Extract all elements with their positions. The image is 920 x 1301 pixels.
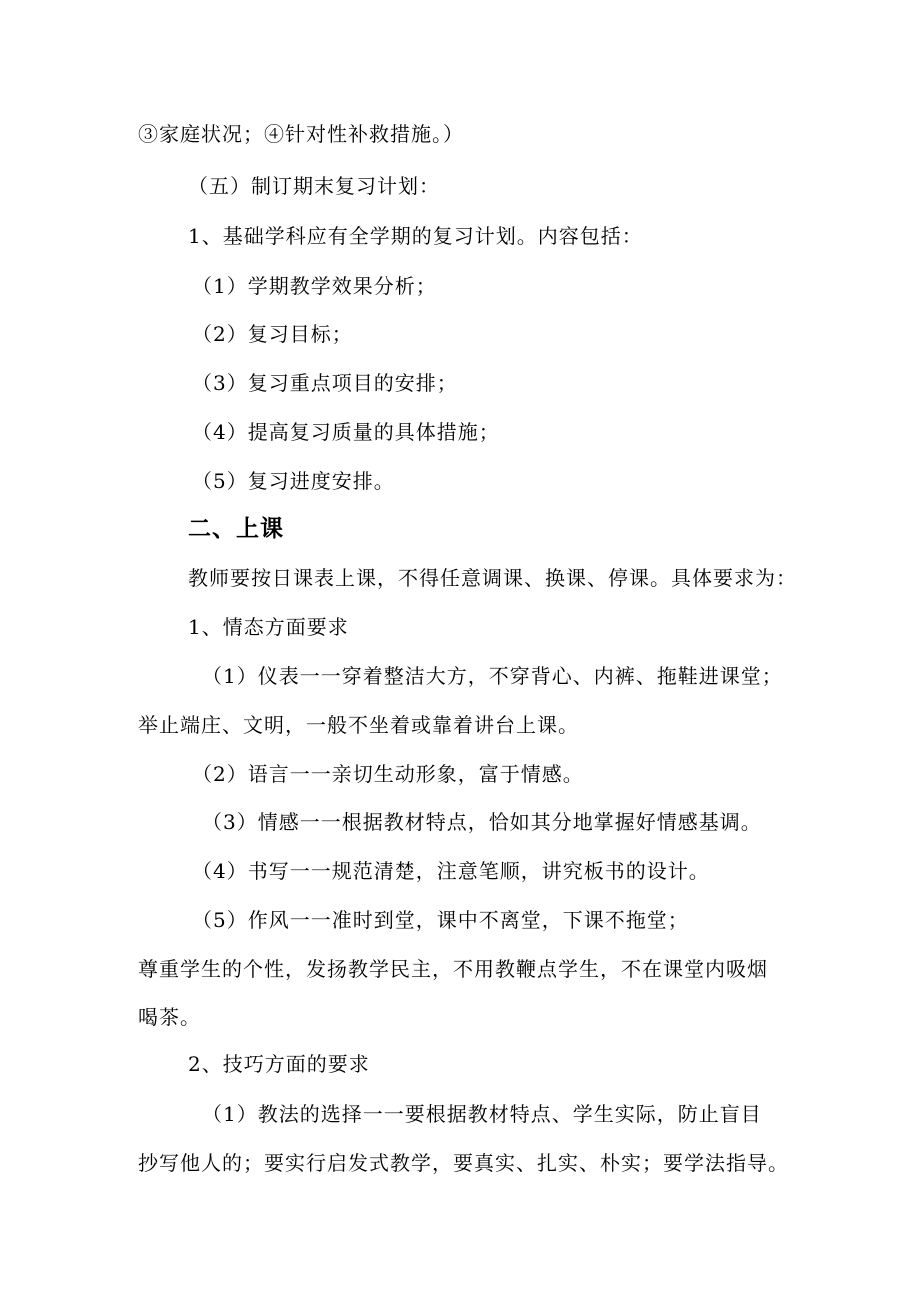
list-item-attitude-2: （2）语言一一亲切生动形象，富于情感。 [192,762,584,786]
list-item-attitude-4: （4）书写一一规范清楚，注意笔顺，讲究板书的设计。 [192,859,710,883]
section-heading-review-plan: （五）制订期末复习计划： [188,174,440,198]
section-heading-class: 二、上课 [188,516,284,542]
text-line-attitude-1-cont: 举止端庄、文明，一般不坐着或靠着讲台上课。 [138,713,579,737]
text-line-attitude-5-cont: 尊重学生的个性，发扬教学民主，不用教鞭点学生，不在课堂内吸烟 [138,957,768,981]
subheading-technique: 2、技巧方面的要求 [188,1052,370,1076]
list-item-review-5: （5）复习进度安排。 [192,469,395,493]
text-line-technique-1-cont: 抄写他人的；要实行启发式教学，要真实、扎实、朴实；要学法指导。 [138,1151,789,1175]
text-line-class-intro: 教师要按日课表上课，不得任意调课、换课、停课。具体要求为： [188,566,797,590]
list-item-attitude-1: （1）仪表一一穿着整洁大方，不穿背心、内裤、拖鞋进课堂； [202,664,783,688]
list-item-review-2: （2）复习目标； [192,322,353,346]
list-item-attitude-3: （3）情感一一根据教材特点，恰如其分地掌握好情感基调。 [202,810,762,834]
text-line-family-status: ③家庭状况；④针对性补救措施。） [138,122,464,146]
subheading-attitude: 1、情态方面要求 [188,615,349,639]
text-line-attitude-5-end: 喝茶。 [138,1005,201,1029]
list-item-technique-1: （1）教法的选择一一要根据教材特点、学生实际，防止盲目 [202,1102,762,1126]
text-line-review-plan-intro: 1、基础学科应有全学期的复习计划。内容包括： [188,224,643,248]
list-item-attitude-5: （5）作风一一准时到堂，课中不离堂，下课不拖堂； [192,908,689,932]
list-item-review-1: （1）学期教学效果分析； [192,274,437,298]
list-item-review-3: （3）复习重点项目的安排； [192,371,458,395]
list-item-review-4: （4）提高复习质量的具体措施； [192,420,500,444]
